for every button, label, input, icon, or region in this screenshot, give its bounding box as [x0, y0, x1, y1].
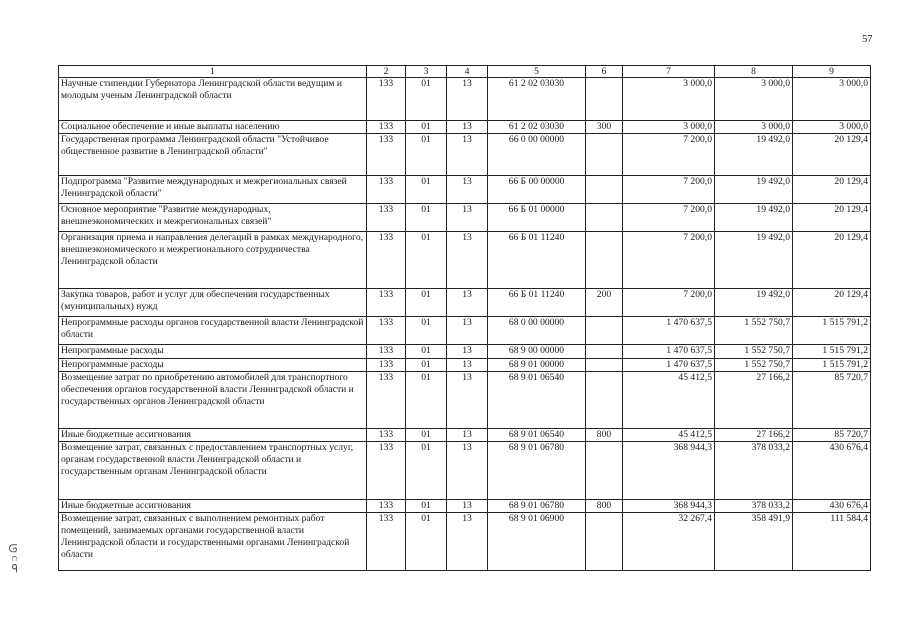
amount-col9: 20 129,4 — [793, 134, 871, 176]
amount-col7: 45 412,5 — [623, 372, 715, 429]
amount-col7: 3 000,0 — [623, 121, 715, 134]
expense-type-code — [586, 134, 623, 176]
header-cell: 9 — [793, 66, 871, 78]
header-cell: 8 — [715, 66, 793, 78]
amount-col8: 1 552 750,7 — [715, 359, 793, 372]
amount-col7: 45 412,5 — [623, 429, 715, 442]
admin-code: 133 — [367, 500, 406, 513]
table-row — [59, 429, 871, 442]
section-code: 01 — [406, 513, 447, 571]
expense-type-code — [586, 176, 623, 204]
table-row — [59, 442, 871, 500]
amount-col7: 1 470 637,5 — [623, 359, 715, 372]
budget-item-name: Непрограммные расходы органов государственной власти Ленинградской области — [59, 317, 367, 345]
amount-col9: 430 676,4 — [793, 442, 871, 500]
amount-col9: 1 515 791,2 — [793, 345, 871, 359]
target-article-code: 68 0 00 00000 — [488, 317, 586, 345]
budget-item-name: Подпрограмма "Развитие международных и межрегиональных связей Ленинградской области" — [59, 176, 367, 204]
table-row — [59, 204, 871, 232]
target-article-code: 68 9 01 06540 — [488, 429, 586, 442]
header-cell: 3 — [406, 66, 447, 78]
section-code: 01 — [406, 176, 447, 204]
amount-col7: 3 000,0 — [623, 78, 715, 121]
subsection-code: 13 — [447, 372, 488, 429]
budget-item-name: Непрограммные расходы — [59, 345, 367, 359]
amount-col8: 27 166,2 — [715, 429, 793, 442]
amount-col9: 3 000,0 — [793, 121, 871, 134]
subsection-code: 13 — [447, 289, 488, 317]
section-code: 01 — [406, 500, 447, 513]
section-code: 01 — [406, 317, 447, 345]
section-code: 01 — [406, 232, 447, 289]
amount-col9: 1 515 791,2 — [793, 317, 871, 345]
expense-type-code — [586, 204, 623, 232]
amount-col8: 1 552 750,7 — [715, 345, 793, 359]
table-row — [59, 317, 871, 345]
expense-type-code: 200 — [586, 289, 623, 317]
amount-col7: 7 200,0 — [623, 204, 715, 232]
amount-col9: 20 129,4 — [793, 232, 871, 289]
subsection-code: 13 — [447, 317, 488, 345]
amount-col9: 1 515 791,2 — [793, 359, 871, 372]
side-stamp: ᓄ ᴐ ᘏ — [8, 543, 20, 573]
subsection-code: 13 — [447, 359, 488, 372]
target-article-code: 61 2 02 03030 — [488, 78, 586, 121]
subsection-code: 13 — [447, 176, 488, 204]
table-row — [59, 513, 871, 571]
amount-col9: 430 676,4 — [793, 500, 871, 513]
subsection-code: 13 — [447, 429, 488, 442]
section-code: 01 — [406, 442, 447, 500]
amount-col8: 378 033,2 — [715, 442, 793, 500]
amount-col8: 3 000,0 — [715, 121, 793, 134]
section-code: 01 — [406, 134, 447, 176]
amount-col9: 20 129,4 — [793, 289, 871, 317]
expense-type-code — [586, 442, 623, 500]
expense-type-code — [586, 372, 623, 429]
expense-type-code — [586, 359, 623, 372]
budget-item-name: Социальное обеспечение и иные выплаты населению — [59, 121, 367, 134]
subsection-code: 13 — [447, 500, 488, 513]
table-row — [59, 121, 871, 134]
target-article-code: 66 Б 01 11240 — [488, 232, 586, 289]
admin-code: 133 — [367, 372, 406, 429]
budget-item-name: Возмещение затрат, связанных с выполнением ремонтных работ помещений, занимаемых органами государственной власти Ленинградской области и государственными органами Ленинградской области — [59, 513, 367, 571]
amount-col8: 19 492,0 — [715, 176, 793, 204]
table-row — [59, 134, 871, 176]
amount-col8: 1 552 750,7 — [715, 317, 793, 345]
section-code: 01 — [406, 121, 447, 134]
expense-type-code — [586, 232, 623, 289]
admin-code: 133 — [367, 345, 406, 359]
section-code: 01 — [406, 78, 447, 121]
header-row — [59, 66, 871, 78]
budget-item-name: Государственная программа Ленинградской области "Устойчивое общественное развитие в Ленинградской области" — [59, 134, 367, 176]
amount-col9: 85 720,7 — [793, 372, 871, 429]
header-cell: 1 — [59, 66, 367, 78]
target-article-code: 68 9 01 06900 — [488, 513, 586, 571]
subsection-code: 13 — [447, 345, 488, 359]
budget-item-name: Возмещение затрат по приобретению автомобилей для транспортного обеспечения органов государственной власти Ленинградской области и государственных органов Ленинградской области — [59, 372, 367, 429]
target-article-code: 68 9 01 06780 — [488, 500, 586, 513]
target-article-code: 68 9 00 00000 — [488, 345, 586, 359]
admin-code: 133 — [367, 429, 406, 442]
budget-item-name: Закупка товаров, работ и услуг для обеспечения государственных (муниципальных) нужд — [59, 289, 367, 317]
subsection-code: 13 — [447, 232, 488, 289]
amount-col7: 7 200,0 — [623, 232, 715, 289]
subsection-code: 13 — [447, 134, 488, 176]
amount-col8: 27 166,2 — [715, 372, 793, 429]
expense-type-code — [586, 513, 623, 571]
admin-code: 133 — [367, 359, 406, 372]
budget-item-name: Возмещение затрат, связанных с предоставлением транспортных услуг, органам государственной власти Ленинградской области и государственным органам Ленинградской области — [59, 442, 367, 500]
amount-col7: 7 200,0 — [623, 289, 715, 317]
amount-col7: 32 267,4 — [623, 513, 715, 571]
amount-col7: 1 470 637,5 — [623, 317, 715, 345]
target-article-code: 66 Б 00 00000 — [488, 176, 586, 204]
target-article-code: 68 9 01 06780 — [488, 442, 586, 500]
amount-col9: 3 000,0 — [793, 78, 871, 121]
amount-col7: 1 470 637,5 — [623, 345, 715, 359]
subsection-code: 13 — [447, 121, 488, 134]
subsection-code: 13 — [447, 204, 488, 232]
amount-col8: 3 000,0 — [715, 78, 793, 121]
section-code: 01 — [406, 372, 447, 429]
amount-col8: 378 033,2 — [715, 500, 793, 513]
amount-col8: 358 491,9 — [715, 513, 793, 571]
admin-code: 133 — [367, 204, 406, 232]
budget-item-name: Непрограммные расходы — [59, 359, 367, 372]
amount-col7: 368 944,3 — [623, 500, 715, 513]
admin-code: 133 — [367, 232, 406, 289]
amount-col7: 7 200,0 — [623, 176, 715, 204]
header-cell: 2 — [367, 66, 406, 78]
amount-col8: 19 492,0 — [715, 204, 793, 232]
expense-type-code — [586, 78, 623, 121]
amount-col8: 19 492,0 — [715, 134, 793, 176]
expense-type-code: 800 — [586, 429, 623, 442]
budget-item-name: Организация приема и направления делегаций в рамках международного, внешнеэкономического и межрегионального сотрудничества Ленинградской области — [59, 232, 367, 289]
header-cell: 7 — [623, 66, 715, 78]
section-code: 01 — [406, 289, 447, 317]
amount-col8: 19 492,0 — [715, 289, 793, 317]
table-row — [59, 372, 871, 429]
section-code: 01 — [406, 204, 447, 232]
amount-col7: 368 944,3 — [623, 442, 715, 500]
page-number: 57 — [862, 34, 873, 45]
amount-col8: 19 492,0 — [715, 232, 793, 289]
admin-code: 133 — [367, 78, 406, 121]
admin-code: 133 — [367, 121, 406, 134]
table-row — [59, 359, 871, 372]
section-code: 01 — [406, 345, 447, 359]
budget-item-name: Научные стипендии Губернатора Ленинградской области ведущим и молодым ученым Ленинградской области — [59, 78, 367, 121]
table-row — [59, 345, 871, 359]
table-row — [59, 289, 871, 317]
target-article-code: 61 2 02 03030 — [488, 121, 586, 134]
section-code: 01 — [406, 429, 447, 442]
budget-item-name: Иные бюджетные ассигнования — [59, 429, 367, 442]
target-article-code: 66 Б 01 11240 — [488, 289, 586, 317]
table-row — [59, 176, 871, 204]
header-cell: 4 — [447, 66, 488, 78]
expense-type-code: 300 — [586, 121, 623, 134]
header-cell: 5 — [488, 66, 586, 78]
admin-code: 133 — [367, 134, 406, 176]
subsection-code: 13 — [447, 513, 488, 571]
admin-code: 133 — [367, 513, 406, 571]
amount-col7: 7 200,0 — [623, 134, 715, 176]
amount-col9: 20 129,4 — [793, 204, 871, 232]
target-article-code: 66 Б 01 00000 — [488, 204, 586, 232]
expense-type-code — [586, 345, 623, 359]
expense-type-code: 800 — [586, 500, 623, 513]
table-row — [59, 78, 871, 121]
admin-code: 133 — [367, 289, 406, 317]
admin-code: 133 — [367, 317, 406, 345]
header-cell: 6 — [586, 66, 623, 78]
table-row — [59, 500, 871, 513]
admin-code: 133 — [367, 176, 406, 204]
target-article-code: 68 9 01 00000 — [488, 359, 586, 372]
amount-col9: 85 720,7 — [793, 429, 871, 442]
target-article-code: 66 0 00 00000 — [488, 134, 586, 176]
target-article-code: 68 9 01 06540 — [488, 372, 586, 429]
subsection-code: 13 — [447, 442, 488, 500]
budget-table — [58, 65, 871, 571]
amount-col9: 111 584,4 — [793, 513, 871, 571]
table-row — [59, 232, 871, 289]
admin-code: 133 — [367, 442, 406, 500]
budget-item-name: Основное мероприятие "Развитие международных, внешнеэкономических и межрегиональных связей" — [59, 204, 367, 232]
amount-col9: 20 129,4 — [793, 176, 871, 204]
expense-type-code — [586, 317, 623, 345]
budget-item-name: Иные бюджетные ассигнования — [59, 500, 367, 513]
subsection-code: 13 — [447, 78, 488, 121]
section-code: 01 — [406, 359, 447, 372]
